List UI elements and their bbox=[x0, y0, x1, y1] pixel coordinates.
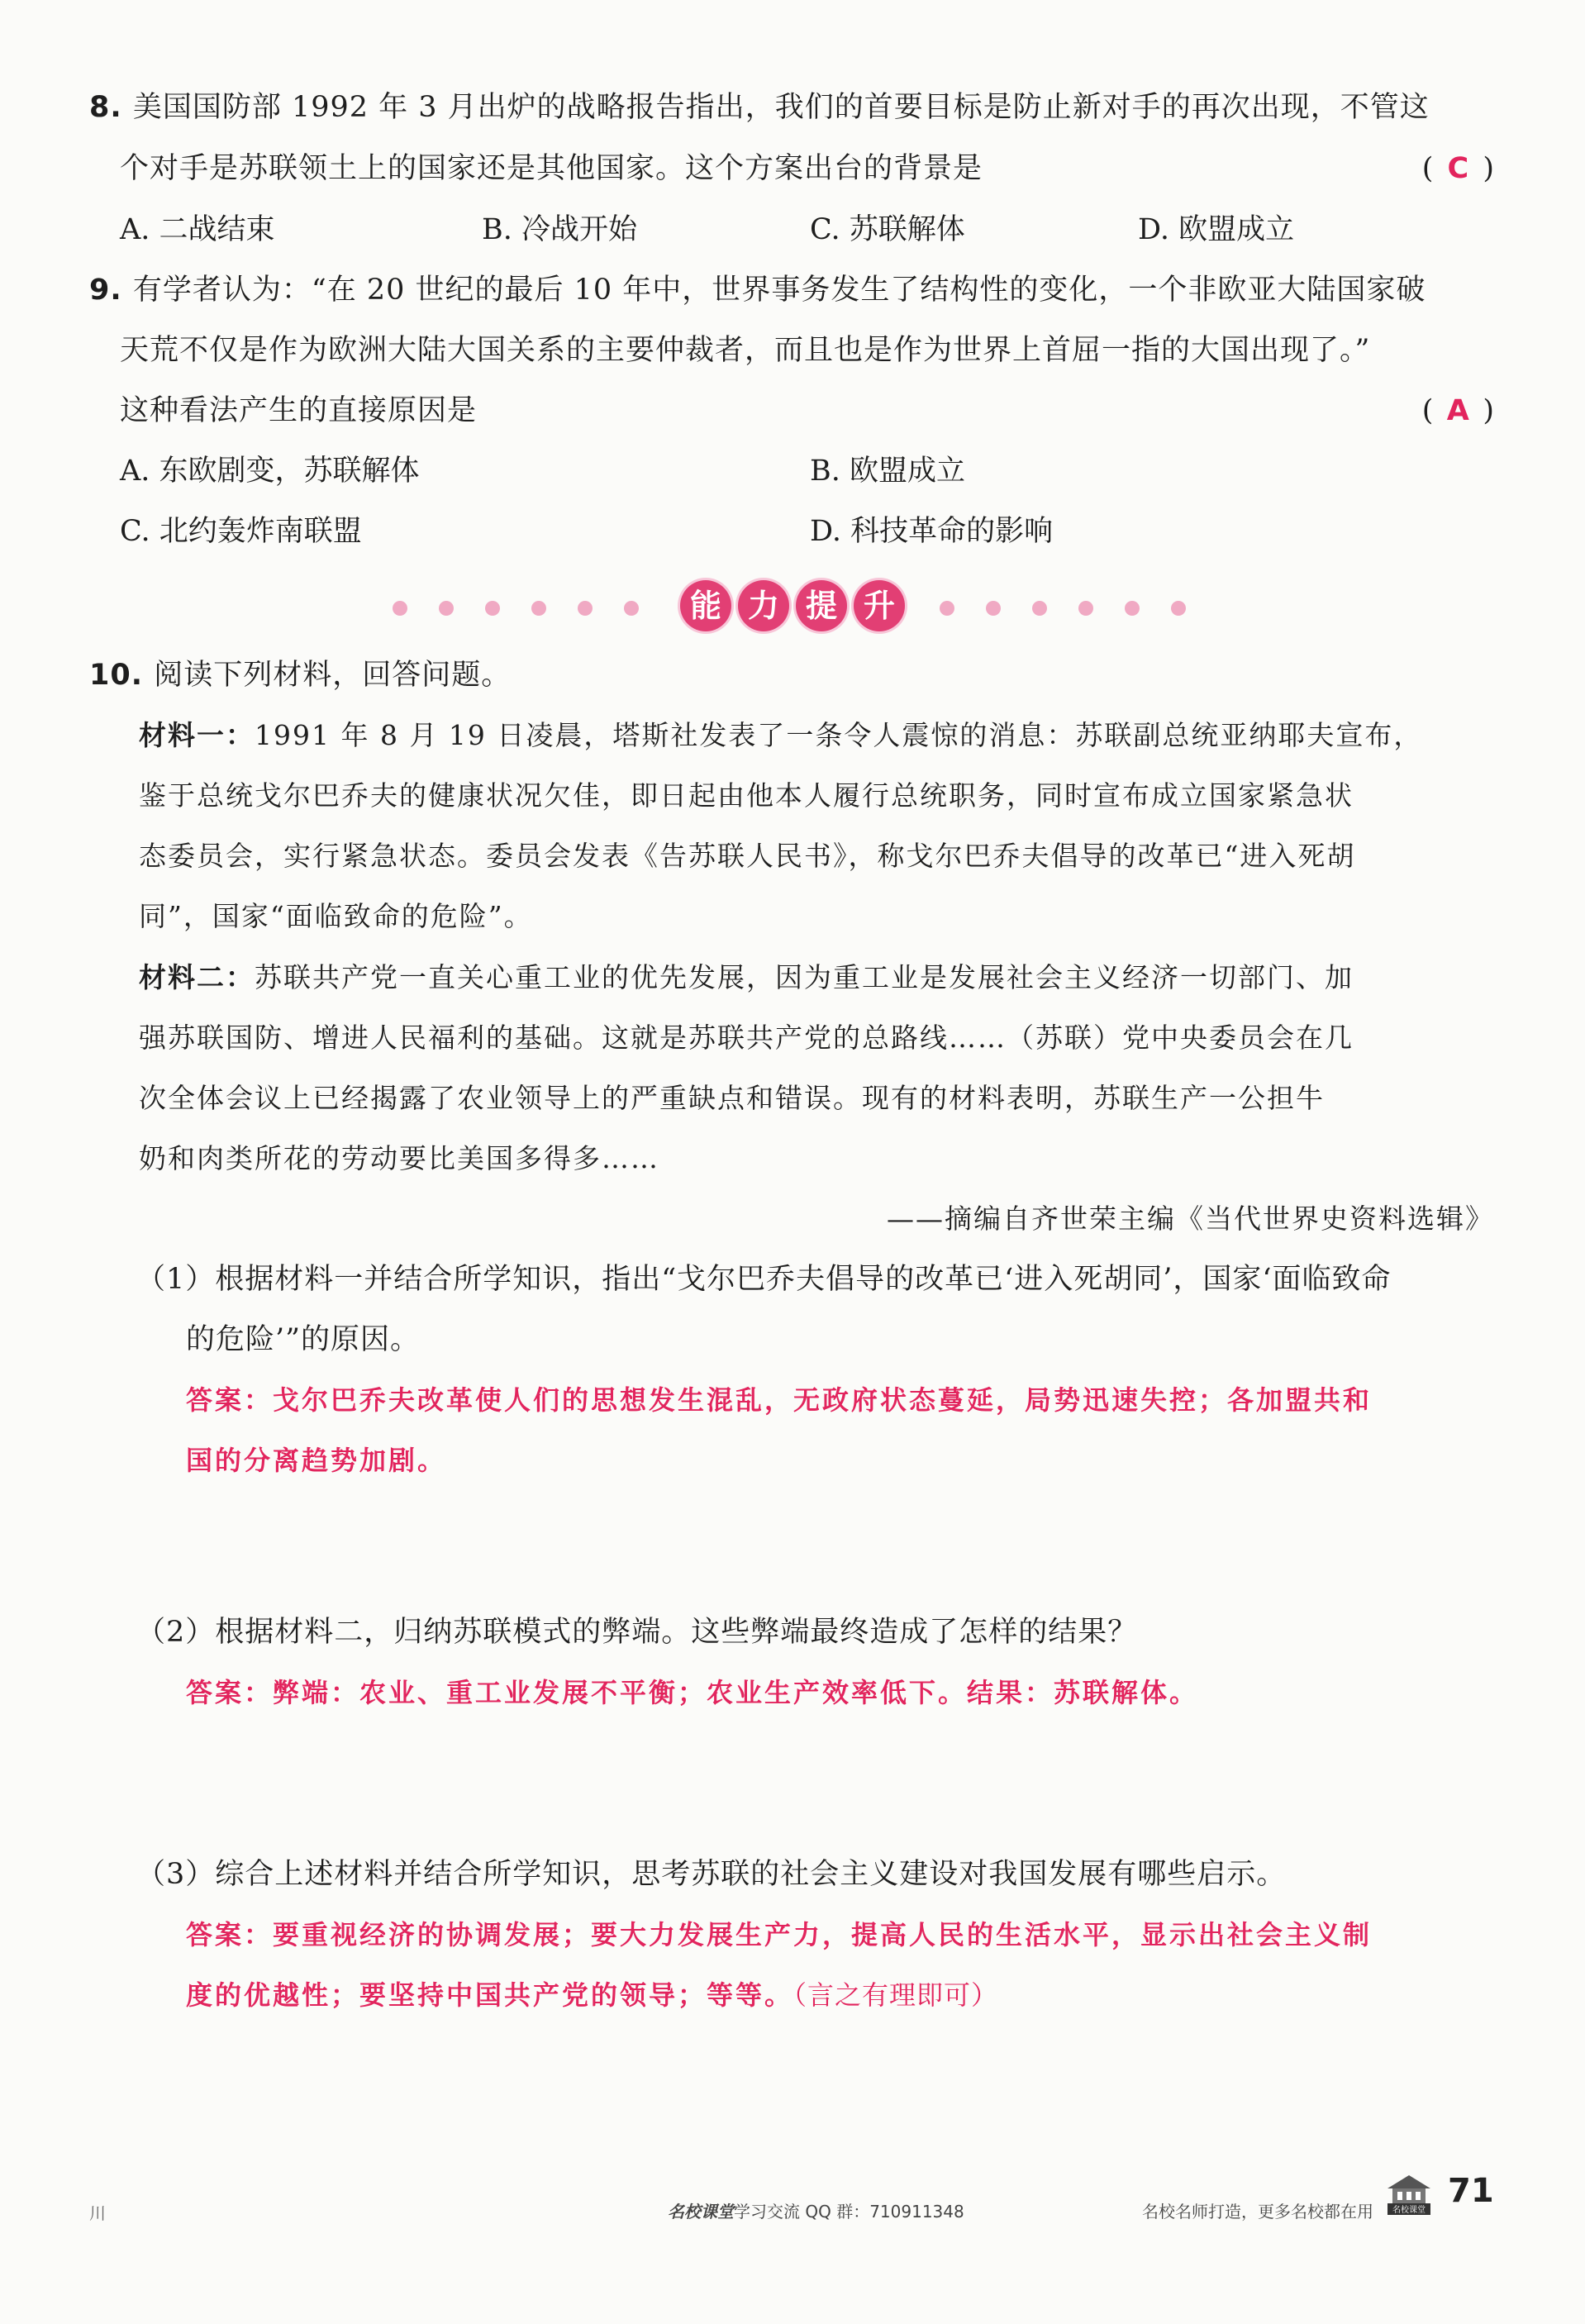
banner-dot bbox=[624, 601, 639, 616]
material2-line4: 奶和肉类所花的劳动要比美国多得多…… bbox=[139, 1142, 659, 1174]
material2-label: 材料二： bbox=[139, 961, 255, 993]
sub2-answer-line1: 答案：弊端：农业、重工业发展不平衡；农业生产效率低下。结果：苏联解体。 bbox=[186, 1677, 1199, 1708]
q9-number: 9 bbox=[89, 274, 111, 307]
footer-qq-group: 名校课堂学习交流 QQ 群：710911348 bbox=[668, 2202, 964, 2222]
material1-line4: 同”，国家“面临致命的危险”。 bbox=[139, 900, 533, 932]
q9-option-c: C. 北约轰炸南联盟 bbox=[120, 515, 362, 548]
brand-logo-icon bbox=[1384, 2172, 1434, 2217]
section-title-char: 提 bbox=[796, 580, 847, 631]
q9-line3: 这种看法产生的直接原因是 bbox=[120, 394, 478, 427]
banner-dot bbox=[531, 601, 546, 616]
material1-line3: 态委员会，实行紧急状态。委员会发表《告苏联人民书》，称戈尔巴乔夫倡导的改革已“进入死胡 bbox=[139, 840, 1356, 872]
material2-line3: 次全体会议上已经揭露了农业领导上的严重缺点和错误。现有的材料表明，苏联生产一公担牛 bbox=[139, 1082, 1325, 1114]
q8-option-d: D. 欧盟成立 bbox=[1138, 213, 1295, 246]
q8-option-b: B. 冷战开始 bbox=[482, 213, 637, 246]
sub3-answer-note: （言之有理即可） bbox=[793, 1979, 999, 2011]
banner-dot bbox=[1171, 601, 1186, 616]
footer-region: 川 bbox=[89, 2203, 106, 2223]
section-banner bbox=[0, 574, 1585, 640]
q8-number: 8 bbox=[89, 91, 111, 124]
q8-option-a: A. 二战结束 bbox=[120, 213, 275, 246]
q9-answer: A bbox=[1446, 394, 1469, 427]
material2-source: ——摘编自齐世荣主编《当代世界史资料选辑》 bbox=[887, 1202, 1494, 1235]
q9-option-a: A. 东欧剧变，苏联解体 bbox=[120, 455, 420, 488]
q9-option-d: D. 科技革命的影响 bbox=[810, 515, 1054, 548]
banner-dot bbox=[940, 601, 954, 616]
material1-line1: 材料一：1991 年 8 月 19 日凌晨，塔斯社发表了一条令人震惊的消息：苏联副总统亚纳耶夫宣布， bbox=[139, 719, 1423, 751]
banner-dot bbox=[578, 601, 593, 616]
banner-dot bbox=[1032, 601, 1047, 616]
sub1-line1: （1）根据材料一并结合所学知识，指出“戈尔巴乔夫倡导的改革已‘进入死胡同’，国家‘面临致命 bbox=[136, 1263, 1392, 1296]
section-title-char: 能 bbox=[680, 580, 731, 631]
q8-option-c: C. 苏联解体 bbox=[810, 213, 965, 246]
page-number: 71 bbox=[1448, 2172, 1494, 2210]
material2-line1: 材料二：苏联共产党一直关心重工业的优先发展，因为重工业是发展社会主义经济一切部门、加 bbox=[139, 961, 1354, 993]
q9-line1: 9. 有学者认为：“在 20 世纪的最后 10 年中，世界事务发生了结构性的变化，一个非欧亚大陆国家破 bbox=[89, 274, 1426, 307]
material1-label: 材料一： bbox=[139, 719, 255, 751]
banner-dot bbox=[439, 601, 454, 616]
sub1-answer-line2: 国的分离趋势加剧。 bbox=[186, 1445, 447, 1476]
banner-dot bbox=[1125, 601, 1140, 616]
sub3-answer-line2: 度的优越性；要坚持中国共产党的领导；等等。（言之有理即可） bbox=[186, 1979, 999, 2011]
banner-dot bbox=[393, 601, 407, 616]
sub1-line2: 的危险’”的原因。 bbox=[186, 1323, 421, 1356]
q9-line2: 天荒不仅是作为欧洲大陆大国关系的主要仲裁者，而且也是作为世界上首屈一指的大国出现了。” bbox=[120, 334, 1371, 367]
material1-line2: 鉴于总统戈尔巴乔夫的健康状况欠佳，即日起由他本人履行总统职务，同时宣布成立国家紧急状 bbox=[139, 779, 1354, 812]
q8-line2: 个对手是苏联领土上的国家还是其他国家。这个方案出台的背景是 bbox=[120, 152, 983, 185]
banner-dot bbox=[485, 601, 500, 616]
q8-answer-paren: ( C ) bbox=[1422, 149, 1494, 188]
q8-answer: C bbox=[1447, 152, 1469, 185]
section-title-char: 力 bbox=[738, 580, 789, 631]
banner-dot bbox=[1078, 601, 1093, 616]
material2-line2: 强苏联国防、增进人民福利的基础。这就是苏联共产党的总路线……（苏联）党中央委员会在几 bbox=[139, 1022, 1354, 1054]
q10-number: 10 bbox=[89, 659, 131, 692]
sub1-answer-line1: 答案：戈尔巴乔夫改革使人们的思想发生混乱，无政府状态蔓延，局势迅速失控；各加盟共和 bbox=[186, 1384, 1373, 1416]
banner-dot bbox=[986, 601, 1001, 616]
sub3-answer-line1: 答案：要重视经济的协调发展；要大力发展生产力，提高人民的生活水平，显示出社会主义制 bbox=[186, 1919, 1373, 1950]
sub3-line1: （3）综合上述材料并结合所学知识，思考苏联的社会主义建设对我国发展有哪些启示。 bbox=[136, 1858, 1287, 1891]
footer-slogan: 名校名师打造，更多名校都在用 bbox=[1142, 2202, 1373, 2222]
logo-text: 名校课堂 bbox=[1392, 2206, 1426, 2215]
q9-option-b: B. 欧盟成立 bbox=[810, 455, 965, 488]
section-title-char: 升 bbox=[854, 580, 905, 631]
q10-stem: 10. 阅读下列材料，回答问题。 bbox=[89, 659, 512, 692]
sub2-line1: （2）根据材料二，归纳苏联模式的弊端。这些弊端最终造成了怎样的结果？ bbox=[136, 1616, 1138, 1649]
q9-answer-paren: ( A ) bbox=[1422, 391, 1494, 431]
q8-line1: 8. 美国国防部 1992 年 3 月出炉的战略报告指出，我们的首要目标是防止新对手的再次出现，不管这 bbox=[89, 91, 1430, 124]
footer-brand: 名校课堂 bbox=[668, 2202, 734, 2222]
